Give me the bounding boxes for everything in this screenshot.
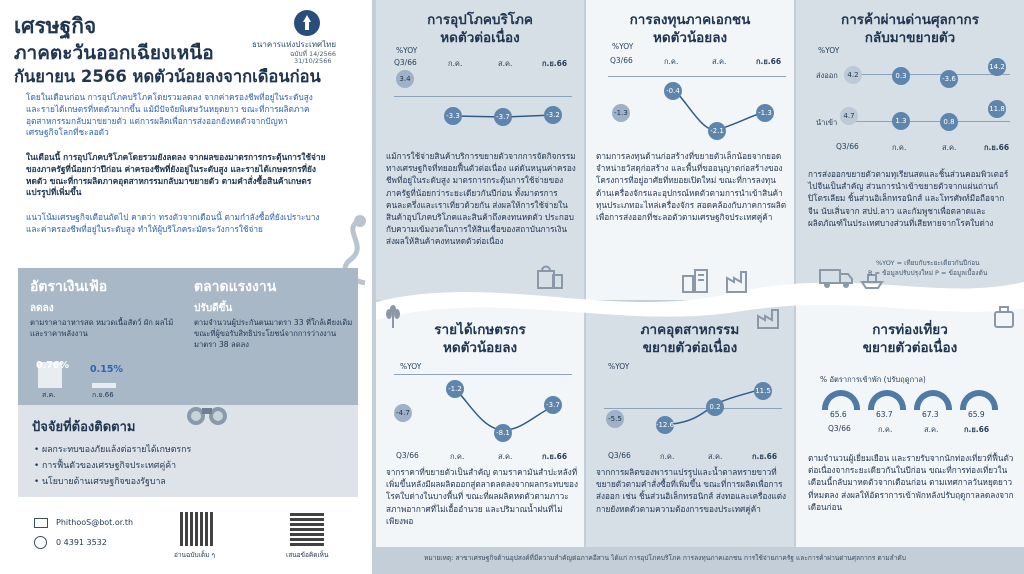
edition-number: ฉบับที่ 14/2566 [290,50,337,58]
truck-icon [818,264,854,290]
investment-point-3: -1.3 [756,104,774,122]
consumption-point-1: -3.3 [444,107,462,125]
industry-point-1: -12.6 [656,416,674,434]
edition-date: 31/10/2566 [294,57,332,65]
farm-point-3: -3.7 [544,396,562,414]
construction-icon [680,266,710,294]
summary-previous: โดยในเดือนก่อน การอุปโภคบริโภคโดยรวมลดลง จากค่าครองชีพที่อยู่ในระดับสูง และรายได้เกษตรที่หดตัวมากขึ้น แม้มีปัจจัยพิเศษวันหยุดยาว ขณะที่การผลิตภาคอุตสาหกรรมกลับมาขยายตัว แต่การผลิตเพื่อการส่งออกยังหดตัวจากปัญหาเศรษฐกิจโลกที่ชะลอตัว [26,92,313,138]
consumption-unit: %YOY [396,46,418,55]
occupancy-value-2: 67.3 [922,410,939,419]
trade-export-point-3: 14.2 [988,58,1006,76]
footnote: หมายเหตุ: สาขาเศรษฐกิจด้านอุปสงค์ที่มีความสำคัญต่อภาคอีสาน ได้แก่ การอุปโภคบริโภค การลงทุนภาคเอกชน การใช้จ่ายภาครัฐ และการค้าผ่านด่านศุลกากร ตามลำดับ [424,554,906,562]
farm-subtitle: หดตัวน้อยลง [442,340,518,356]
qr-label-feedback: เสนอข้อคิดเห็น [286,551,329,559]
trade-text: การส่งออกขยายตัวตามทุเรียนสดและชิ้นส่วนคอมพิวเตอร์ไปจีนเป็นสำคัญ ส่วนการนำเข้าขยายตัวจากแผ่นถ่านก์ ปิโตรเลียม ชิ้นส่วนอิเล็กทรอนิกส์ และโทรศัพท์มือถือจากจีน นับเสิ่นจาก สปป.ลาว และกัมพูชาเพื่อตลาดและผลิตภัณฑ์ในประเทศบางส่วนที่เสียหายจากโรคใบด่าง [808,169,1009,228]
title-line-3: กันยายน 2566 หดตัวน้อยลงจากเดือนก่อน [14,67,321,86]
industry-unit: %YOY [608,362,630,371]
investment-month-2: ส.ค. [712,57,727,66]
trade-import-baseline [844,121,1010,122]
trade-export-point-1: 0.3 [892,67,910,85]
investment-month-3: ก.ย.66 [756,57,782,66]
labor-title: ตลาดแรงงาน [194,279,277,295]
trade-note-revised: R = ข้อมูลปรับปรุงใหม่ P = ข้อมูลเบื้องต้น [868,269,988,277]
email-icon [34,518,48,528]
bank-logo-icon [294,10,320,36]
tourism-month-1: ก.ค. [878,425,893,434]
qr-code-full-report[interactable] [180,512,214,546]
industry-month-1: ก.ค. [660,452,675,461]
contact-phone: 0 4391 3532 [56,538,107,547]
trade-subtitle: กลับมาขยายตัว [864,30,956,46]
investment-title: การลงทุนภาคเอกชน [629,12,751,28]
factory-icon [724,266,754,294]
farm-month-1: ก.ค. [450,452,465,461]
watch-title: ปัจจัยที่ต้องติดตาม [32,420,136,435]
inflation-value-current: 0.15% [90,364,123,375]
industry-point-2: 0.2 [706,398,724,416]
inflation-desc: ตามราคาอาหารสด หมวดเนื้อสัตว์ ผัก ผลไม้ และราคาพลังงาน [30,318,174,338]
investment-subtitle: หดตัวน้อยลง [652,30,728,46]
trade-export-point-2: -3.6 [940,70,958,88]
investment-point-2: -2.1 [708,122,726,140]
trade-import-point-2: 0.8 [940,113,958,131]
bank-name: ธนาคารแห่งประเทศไทย [252,40,337,49]
consumption-title: การอุปโภคบริโภค [427,12,533,28]
consumption-month-1: ก.ค. [448,59,463,68]
qr-code-feedback[interactable] [290,512,324,546]
watch-item: • การฟื้นตัวของเศรษฐกิจประเทศคู่ค้า [34,461,177,471]
industry-factory-icon [756,306,784,330]
trade-month-3: ก.ย.66 [984,143,1010,152]
industry-month-3: ก.ย.66 [752,452,778,461]
farm-text: จากราคาที่ขยายตัวเป็นสำคัญ ตามราคามันสำปะหลังที่เพิ่มขึ้นหลังมีผลผลิตออกสู่ตลาดลดลงจากผลกระทบของโรคใบด่างในบางพื้นที่ ขณะที่ผลผลิตหดตัวตามภาวะสภาพอากาศที่ไม่เอื้ออำนวย และปริมาณน้ำฝนที่ไม่เพียงพอ [386,467,578,526]
inflation-title: อัตราเงินเฟ้อ [30,279,108,295]
title-line-2: ภาคตะวันออกเฉียงเหนือ [14,42,214,64]
luggage-icon [990,304,1018,330]
farm-month-0: Q3/66 [396,451,419,460]
investment-month-0: Q3/66 [610,56,633,65]
farm-month-3: ก.ย.66 [542,452,568,461]
wheat-icon [380,304,406,330]
tourism-month-0: Q3/66 [828,424,851,433]
consumption-point-0: 3.4 [396,70,414,88]
inflation-status: ลดลง [30,303,54,314]
labor-status: ปรับดีขึ้น [194,303,233,314]
consumption-month-3: ก.ย.66 [542,59,568,68]
phone-icon [34,536,47,549]
trade-import-point-1: 1.3 [892,112,910,130]
farm-title: รายได้เกษตรกร [434,322,526,338]
trade-import-point-0: 4.7 [840,107,858,125]
occupancy-value-3: 65.9 [968,410,985,419]
inflation-label-current: ก.ย.66 [92,391,114,399]
investment-point-0: -1.3 [612,104,630,122]
consumption-month-2: ส.ค. [498,59,513,68]
watch-item: • นโยบายด้านเศรษฐกิจของรัฐบาล [34,477,166,487]
industry-point-3: 11.5 [754,382,772,400]
investment-month-1: ก.ค. [664,57,679,66]
tourism-title: การท่องเที่ยว [872,322,948,338]
farm-title-box [376,322,584,362]
tourism-month-2: ส.ค. [924,425,939,434]
trade-note-yoy: %YOY = เทียบกับระยะเดียวกันปีก่อน [876,259,980,267]
consumption-point-3: -3.2 [544,106,562,124]
investment-line [586,60,794,140]
inflation-label-previous: ส.ค. [42,391,56,399]
consumption-text: แม้การใช้จ่ายสินค้าบริการขยายตัวจากการจัดกิจกรรมทางเศรษฐกิจที่ทยอยฟื้นตัวต่อเนื่อง แต่ดันหนุนค่าครองชีพที่อยู่ในระดับสูง มาตรการกระตุ้นการใช้จ่ายของภาครัฐที่น้อยกว่าระยะเดียวกันปีก่อน ทั้งมาตรการคนละครึ่งและเราเที่ยวด้วยกัน ส่งผลให้การใช้จ่ายในสินค้าอุปโภคบริโภคและสินค้าถึงคงทนหดตัว ประกอบกับความเข้มงวดในการให้สินเชื่อของสถาบันการเงิน ส่งผลให้สินค้าคงทนหดตัวต่อเนื่อง [386,151,576,247]
trade-title: การค้าผ่านด่านศุลกากร [841,12,979,28]
industry-month-0: Q3/66 [608,451,631,460]
consumption-point-2: -3.7 [494,108,512,126]
occupancy-value-0: 65.6 [830,410,847,419]
trade-export-point-0: 4.2 [844,66,862,84]
inflation-value-previous: 0.76% [36,360,69,371]
trade-import-point-3: 11.8 [988,100,1006,118]
trade-month-0: Q3/66 [836,142,859,151]
occupancy-value-1: 63.7 [876,410,893,419]
farm-point-1: -1.2 [446,380,464,398]
trade-unit: %YOY [818,46,840,55]
tourism-text: ตามจำนวนผู้เยี่ยมเยือน และรายรับจากนักท่องเที่ยวที่ฟื้นตัวต่อเนื่องจากระยะเดียวกันในปีก่อน ขณะที่การท่องเที่ยวในเดือนนี้กลับมาหดตัวจากเดือนก่อน ตามเทศกาลวันหยุดยาวที่หมดลง ส่งผลให้อัตราการเข้าพักหลังปรับฤดูกาลลดลงจากเดือนก่อน [808,453,1014,512]
tourism-month-3: ก.ย.66 [964,425,990,434]
consumption-month-0: Q3/66 [394,58,417,67]
labor-desc: ตามจำนวนผู้ประกันตนมาตรา 33 ที่ใกล้เคียงเดิม ขณะที่ผู้ขอรับสิทธิประโยชน์จากการว่างงานมาตรา 38 ลดลง [194,318,353,349]
investment-point-1: -0.4 [664,82,682,100]
title-line-1: เศรษฐกิจ [14,14,97,38]
farm-point-0: -4.7 [394,404,412,422]
trade-import-label: นำเข้า [816,118,838,127]
binoculars-icon [184,398,230,428]
consumption-subtitle: หดตัวต่อเนื่อง [440,30,520,46]
qr-label-full-report: อ่านฉบับเต็ม ๆ [174,551,215,559]
tourism-subtitle: ขยายตัวต่อเนื่อง [862,340,958,356]
industry-month-2: ส.ค. [708,452,723,461]
trade-export-label: ส่งออก [816,71,838,80]
trade-export-baseline [844,74,1010,75]
investment-text: ตามการลงทุนด้านก่อสร้างที่ขยายตัวเล็กน้อยจากยอดจำหน่ายวัสดุก่อสร้าง และพื้นที่ขออนุญาตก่อสร้างของโครงการที่อยู่อาศัยที่ทยอยเปิดใหม่ ขณะที่การลงทุนด้านเครื่องจักรและอุปกรณ์หดตัวตามการนำเข้าสินค้าทุนประเภทอะไหล่เครื่องจักร สอดคล้องกับภาคการผลิตเพื่อการส่งออกที่ชะลอตัวตามเศรษฐกิจประเทศคู่ค้า [596,151,787,223]
summary-outlook: แนวโน้มเศรษฐกิจเดือนถัดไป คาดว่า ทรงตัวจากเดือนนี้ ตามกำลังซื้อที่ยังเปราะบางและค่าครองชีพที่อยู่ในระดับสูง ทำให้ผู้บริโภคระมัดระวังการใช้จ่าย [26,212,320,234]
trade-month-2: ส.ค. [942,143,957,152]
investment-unit: %YOY [612,42,634,51]
farm-unit: %YOY [400,362,422,371]
contact-email[interactable]: PhithooS@bot.or.th [56,518,134,527]
shopping-bag-icon [534,262,564,290]
farm-point-2: -8.1 [494,424,512,442]
industry-title: ภาคอุตสาหกรรม [640,322,740,338]
industry-subtitle: ขยายตัวต่อเนื่อง [642,340,738,356]
industry-text: จากการผลิตของพาราแปรรูปและน้ำตาลทรายขาวที่ขยายตัวตามคำสั่งซื้อที่เพิ่มขึ้น ขณะที่การผลิตเพื่อการส่งออก เช่น ชิ้นส่วนอิเล็กทรอนิกส์ ส่งทอและเครื่องแต่งกายยังหดตัวตามความต้องการของประเทศคู่ค้า [596,467,787,514]
watch-item: • ผลกระทบของภัยแล้งต่อรายได้เกษตรกร [34,445,192,455]
trade-month-1: ก.ค. [892,143,907,152]
inflation-bar-current [92,383,116,388]
farm-month-2: ส.ค. [498,452,513,461]
industry-point-0: -5.5 [606,410,624,428]
summary-current: ในเดือนนี้ การอุปโภคบริโภคโดยรวมยังลดลง จากผลของมาตรการกระตุ้นการใช้จ่ายของภาครัฐที่น้อยกว่าปีก่อน ค่าครองชีพที่ยังอยู่ในระดับสูง และรายได้เกษตรกรที่ยังหดตัว ขณะที่การผลิตภาคอุตสาหกรรมกลับมาขยายตัว ตามคำสั่งซื้อสินค้าเกษตรแปรรูปที่เพิ่มขึ้น [26,152,326,198]
tourism-subtitle-unit: % อัตราการเข้าพัก (ปรับฤดูกาล) [820,375,926,384]
